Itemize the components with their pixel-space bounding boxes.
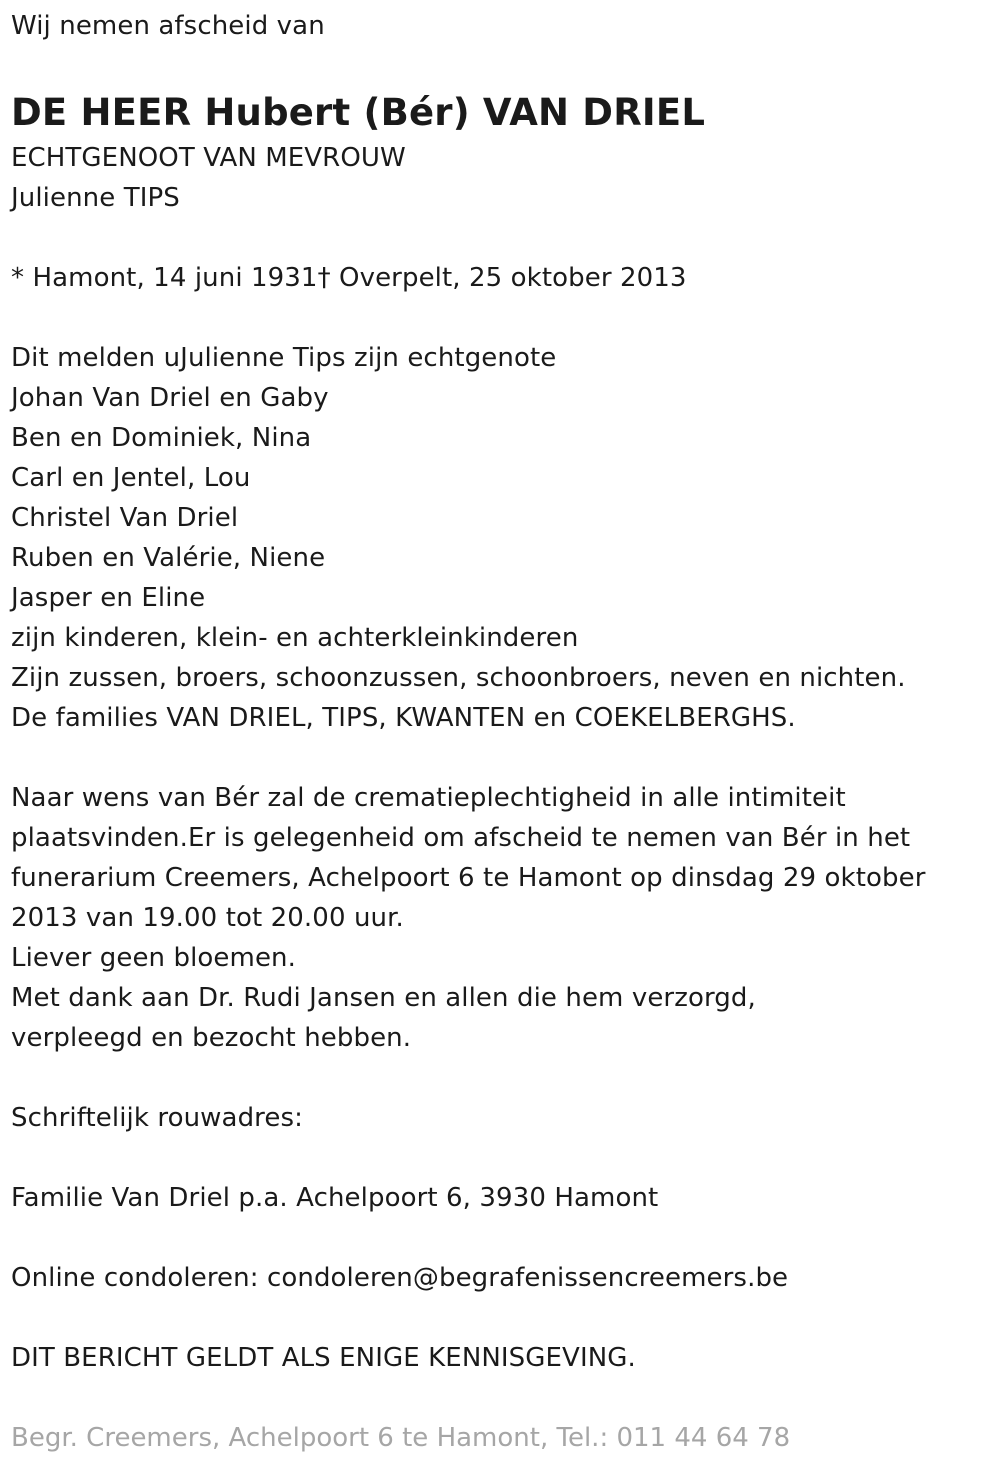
family-line: Johan Van Driel en Gaby (11, 383, 329, 413)
spacer (11, 1378, 1000, 1418)
ceremony-line: Liever geen bloemen. (11, 943, 296, 973)
relation-text: ECHTGENOOT VAN MEVROUW (11, 143, 406, 173)
spacer (11, 1058, 1000, 1098)
spacer (11, 1298, 1000, 1338)
spacer (11, 218, 1000, 258)
family-line: De families VAN DRIEL, TIPS, KWANTEN en COEKELBERGHS. (11, 703, 796, 733)
ceremony-line: 2013 van 19.00 tot 20.00 uur. (11, 903, 404, 933)
family-line: Carl en Jentel, Lou (11, 463, 251, 493)
intro-text: Wij nemen afscheid van (11, 11, 325, 41)
ceremony-line: verpleegd en bezocht hebben. (11, 1023, 412, 1053)
ceremony-line: Naar wens van Bér zal de crematieplechtigheid in alle intimiteit (11, 783, 846, 813)
notice-text: DIT BERICHT GELDT ALS ENIGE KENNISGEVING. (11, 1343, 636, 1373)
ceremony-details (11, 778, 1000, 1058)
family-line: Ruben en Valérie, Niene (11, 543, 326, 573)
spacer (11, 1138, 1000, 1178)
family-line: Dit melden uJulienne Tips zijn echtgenote (11, 343, 557, 373)
deceased-name: DE HEER Hubert (Bér) VAN DRIEL (11, 91, 706, 134)
family-line: Jasper en Eline (11, 583, 206, 613)
ceremony-line: funerarium Creemers, Achelpoort 6 te Hamont op dinsdag 29 oktober (11, 863, 926, 893)
condolence-label: Online condoleren: (11, 1263, 267, 1293)
funeral-home-footer: Begr. Creemers, Achelpoort 6 te Hamont, Tel.: 011 44 64 78 (11, 1423, 791, 1453)
spacer (11, 738, 1000, 778)
family-list (11, 338, 1000, 738)
spacer (11, 1218, 1000, 1258)
ceremony-line: plaatsvinden.Er is gelegenheid om afscheid te nemen van Bér in het (11, 823, 911, 853)
spacer (11, 46, 1000, 84)
family-line: Ben en Dominiek, Nina (11, 423, 312, 453)
family-line: zijn kinderen, klein- en achterkleinkinderen (11, 623, 579, 653)
spacer (11, 298, 1000, 338)
spouse-name: Julienne TIPS (11, 183, 180, 213)
family-line: Christel Van Driel (11, 503, 239, 533)
family-line: Zijn zussen, broers, schoonzussen, schoonbroers, neven en nichten. (11, 663, 906, 693)
address-label: Schriftelijk rouwadres: (11, 1103, 303, 1133)
condolence-email-link[interactable]: condoleren@begrafenissencreemers.be (266, 1263, 789, 1293)
birth-death-dates: * Hamont, 14 juni 1931† Overpelt, 25 oktober 2013 (11, 263, 687, 293)
online-condolence (11, 1258, 1000, 1298)
ceremony-line: Met dank aan Dr. Rudi Jansen en allen die hem verzorgd, (11, 983, 756, 1013)
mourning-address: Familie Van Driel p.a. Achelpoort 6, 3930 Hamont (11, 1183, 659, 1213)
